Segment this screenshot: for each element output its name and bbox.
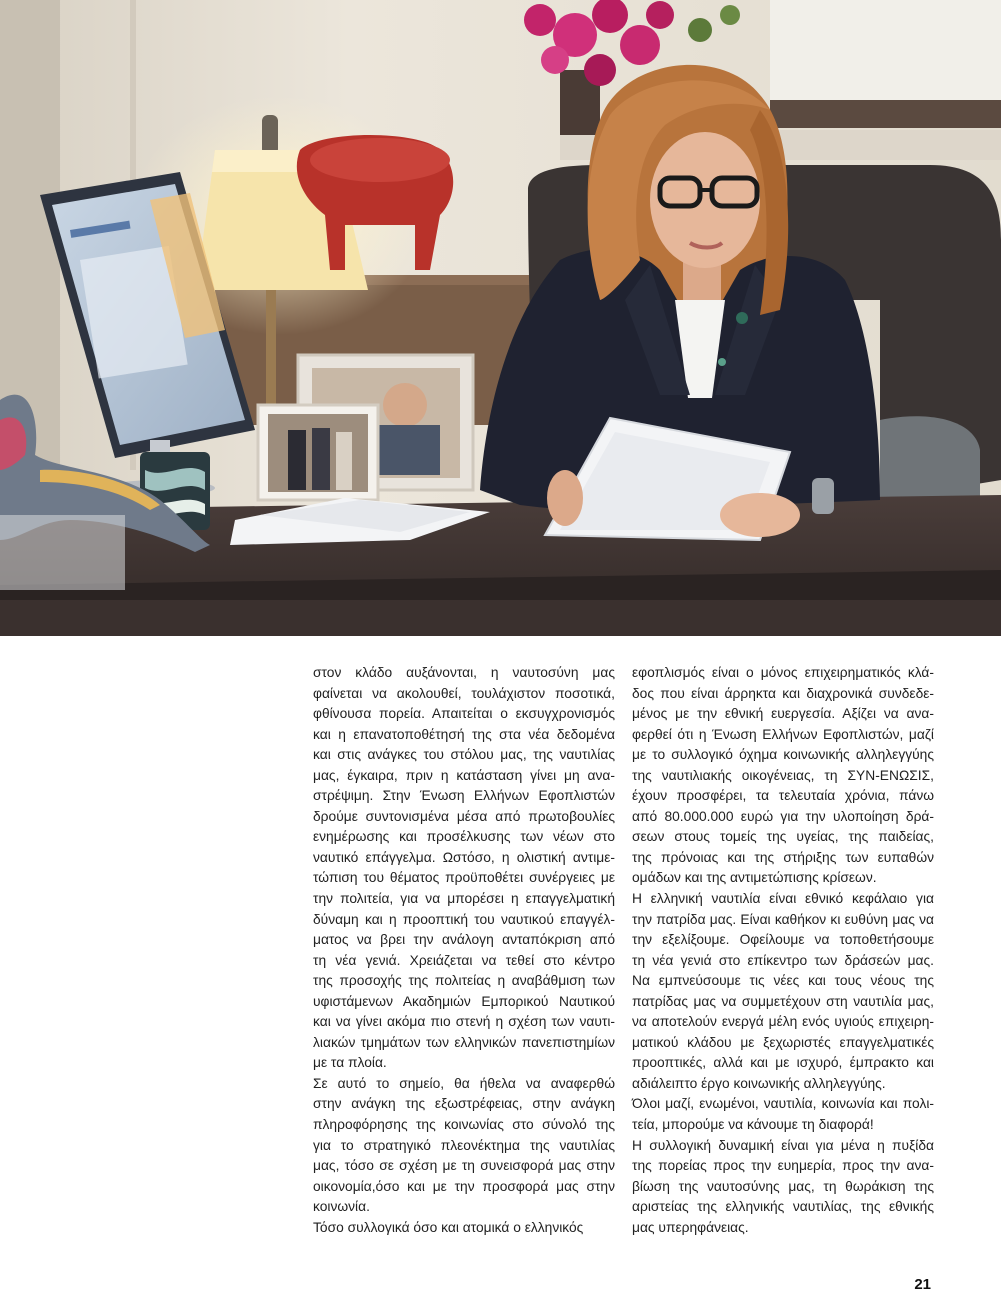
article-text-line: ομάδων και της αντιμετώπισης κρίσεων. <box>632 870 877 886</box>
article-text-line: εφοπλισμός είναι ο μόνος επιχειρηματικός κλά- <box>632 665 934 680</box>
article-text-line: μένος με την εθνική ευεργεσία. Αξίζει να ανα- <box>632 706 934 722</box>
article-column-right <box>632 663 934 1238</box>
article-text-line: στρέψιμη. Στην Ένωση Ελλήνων Εφοπλιστών <box>313 788 615 804</box>
article-text-line: μας υπερηφάνειας. <box>632 1219 749 1235</box>
article-text-line: την εξελίξουμε. Οφείλουμε να τοποθετήσουμε <box>632 932 934 948</box>
article-text-line: την πατρίδα μας. Είναι καθήκον κι ευθύνη μας να <box>632 911 934 927</box>
article-text-line: τεία, μπορούμε να κάνουμε τη διαφορά! <box>632 1117 874 1133</box>
article-text-line: ματος να βρει την ανάλογη ανταπόκριση από <box>313 932 615 948</box>
article-text-line: της ναυτιλιακής οικογένειας, τη ΣΥΝ-ΕΝΩΣΙΣ, <box>632 767 934 783</box>
article-text-line: πληροφόρησης της κοινωνίας στο σύνολό της <box>313 1117 615 1133</box>
article-text-line: φερθεί ότι η Ένωση Ελλήνων Εφοπλιστών, μαζί <box>632 726 934 742</box>
article-text-line: να αποτελούν ενεργά μέλη ενός υγιούς επιχειρη- <box>632 1014 934 1030</box>
article-text-line: υφιστάμενων Ακαδημιών Εμπορικού Ναυτικού <box>313 993 615 1009</box>
article-text-line: μας, έγκαιρα, πριν η κατάσταση γίνει μη ανα- <box>313 767 615 783</box>
article-text-line: της πορείας προς την ευημερία, προς την ανα- <box>632 1158 934 1174</box>
article-text-line: Όλοι μαζί, ενωμένοι, ναυτιλία, κοινωνία και πολι- <box>632 1096 934 1112</box>
article-text-line: φαίνεται να ακολουθεί, τουλάχιστον ποσοτικά, <box>313 685 615 701</box>
article-text-line: ματικού κλάδου με ξεχωριστές επαγγελματικές <box>632 1034 934 1050</box>
article-text-line: αριστείας της ελληνικής ναυτιλίας, της εθνικής <box>632 1199 934 1215</box>
article-text-line: αδιάλειπτο έργο κοινωνικής αλληλεγγύης. <box>632 1075 886 1091</box>
article-text-line: Να εμπνεύσουμε τις νέες και τους νέους της <box>632 973 934 989</box>
article-text-line: προοπτικές, αλλά και με ισχυρό, έμπρακτο και <box>632 1055 934 1071</box>
article-text-line: και στις ανάγκες του στόλου μας, της ναυτιλίας <box>313 747 615 763</box>
article-text-line: λιακών τμημάτων των ελληνικών πανεπιστημίων <box>313 1034 615 1050</box>
article-text-line: δρούμε συντονισμένα μέσα από πρωτοβουλίες <box>313 808 615 824</box>
page-number: 21 <box>914 1276 931 1293</box>
article-text-line: δος που είναι άρρηκτα και διαχρονικά συνδεδε- <box>632 685 934 701</box>
hero-photo <box>0 0 1001 636</box>
article-text-line: δύναμη και η προοπτική του ναυτικού επαγγέλ- <box>313 911 615 927</box>
article-text-line: πατρίδας μας να συμμετέχουν στη ναυτιλία μας, <box>632 993 934 1009</box>
article-text-line: την πολιτεία, για να μπορέσει η επαγγελματική <box>313 891 615 907</box>
article-text-line: στον κλάδο αυξάνονται, η ναυτοσύνη μας <box>313 665 615 680</box>
article-text-line: με τα πλοία. <box>313 1055 387 1071</box>
article-text-line: φθίνουσα πορεία. Απαιτείται ο εκσυγχρονισμός <box>313 706 615 722</box>
article-text-line: έχουν προσφέρει, τα τελευταία χρόνια, πάνω <box>632 788 934 804</box>
article-text-line: βίωση της ναυτοσύνης μας, τη θωράκιση της <box>632 1178 934 1194</box>
article-text-line: και να γίνει ακόμα πιο στενή η σχέση των ναυτι- <box>313 1014 615 1030</box>
article-text-line: τώπιση του θέματος προϋποθέτει συνέργειες με <box>313 870 615 886</box>
article-text-line: Τόσο συλλογικά όσο και ατομικά ο ελληνικός <box>313 1219 584 1235</box>
article-text-line: Η ελληνική ναυτιλία είναι εθνικό κεφάλαιο για <box>632 891 934 907</box>
article-text-line: της προσοχής της πολιτείας η αναβάθμιση των <box>313 973 615 989</box>
article-text-line: σεων στους τομείς της υγείας, της παιδείας, <box>632 829 934 845</box>
article-text-line: κοινωνία. <box>313 1199 370 1215</box>
office-scene-illustration <box>0 0 1001 636</box>
article-text-line: τη νέα γενιά. Χρειάζεται να τεθεί στο κέντρο <box>313 952 615 968</box>
article-text-line: ενημέρωσης και προσέλκυσης των νέων στο <box>313 829 615 845</box>
article-text-line: οικονομία,όσο και με την προσφορά μας στην <box>313 1178 615 1194</box>
article-text-line: και η επανατοποθέτησή της στα νέα δεδομένα <box>313 726 615 742</box>
article-column-left <box>313 663 615 1238</box>
article-text-line: από 80.000.000 ευρώ για την υλοποίηση δρά- <box>632 808 934 824</box>
article-text-line: για το στρατηγικό πλεονέκτημα της ναυτιλίας <box>313 1137 615 1153</box>
article-text-line: τη νέα γενιά στο επίκεντρο των δράσεών μας. <box>632 952 934 968</box>
article-text-line: μας, τόσο σε σχέση με τη συνεισφορά μας στην <box>313 1158 615 1174</box>
article-text-line: της πρόνοιας και της στήριξης των ευπαθών <box>632 849 934 865</box>
article-text-line: με το συλλογικό όχημα κοινωνικής αλληλεγγύης <box>632 747 934 763</box>
article-text-line: Σε αυτό το σημείο, θα ήθελα να αναφερθώ <box>313 1075 615 1091</box>
article-text-line: ναυτικό επάγγελμα. Ωστόσο, η ολιστική αντιμε- <box>313 849 615 865</box>
article-text-line: Η συλλογική δυναμική είναι για μένα η πυξίδα <box>632 1137 934 1153</box>
article-text-line: στην ανάγκη της εξωστρέφειας, στην ανάγκη <box>313 1096 615 1112</box>
